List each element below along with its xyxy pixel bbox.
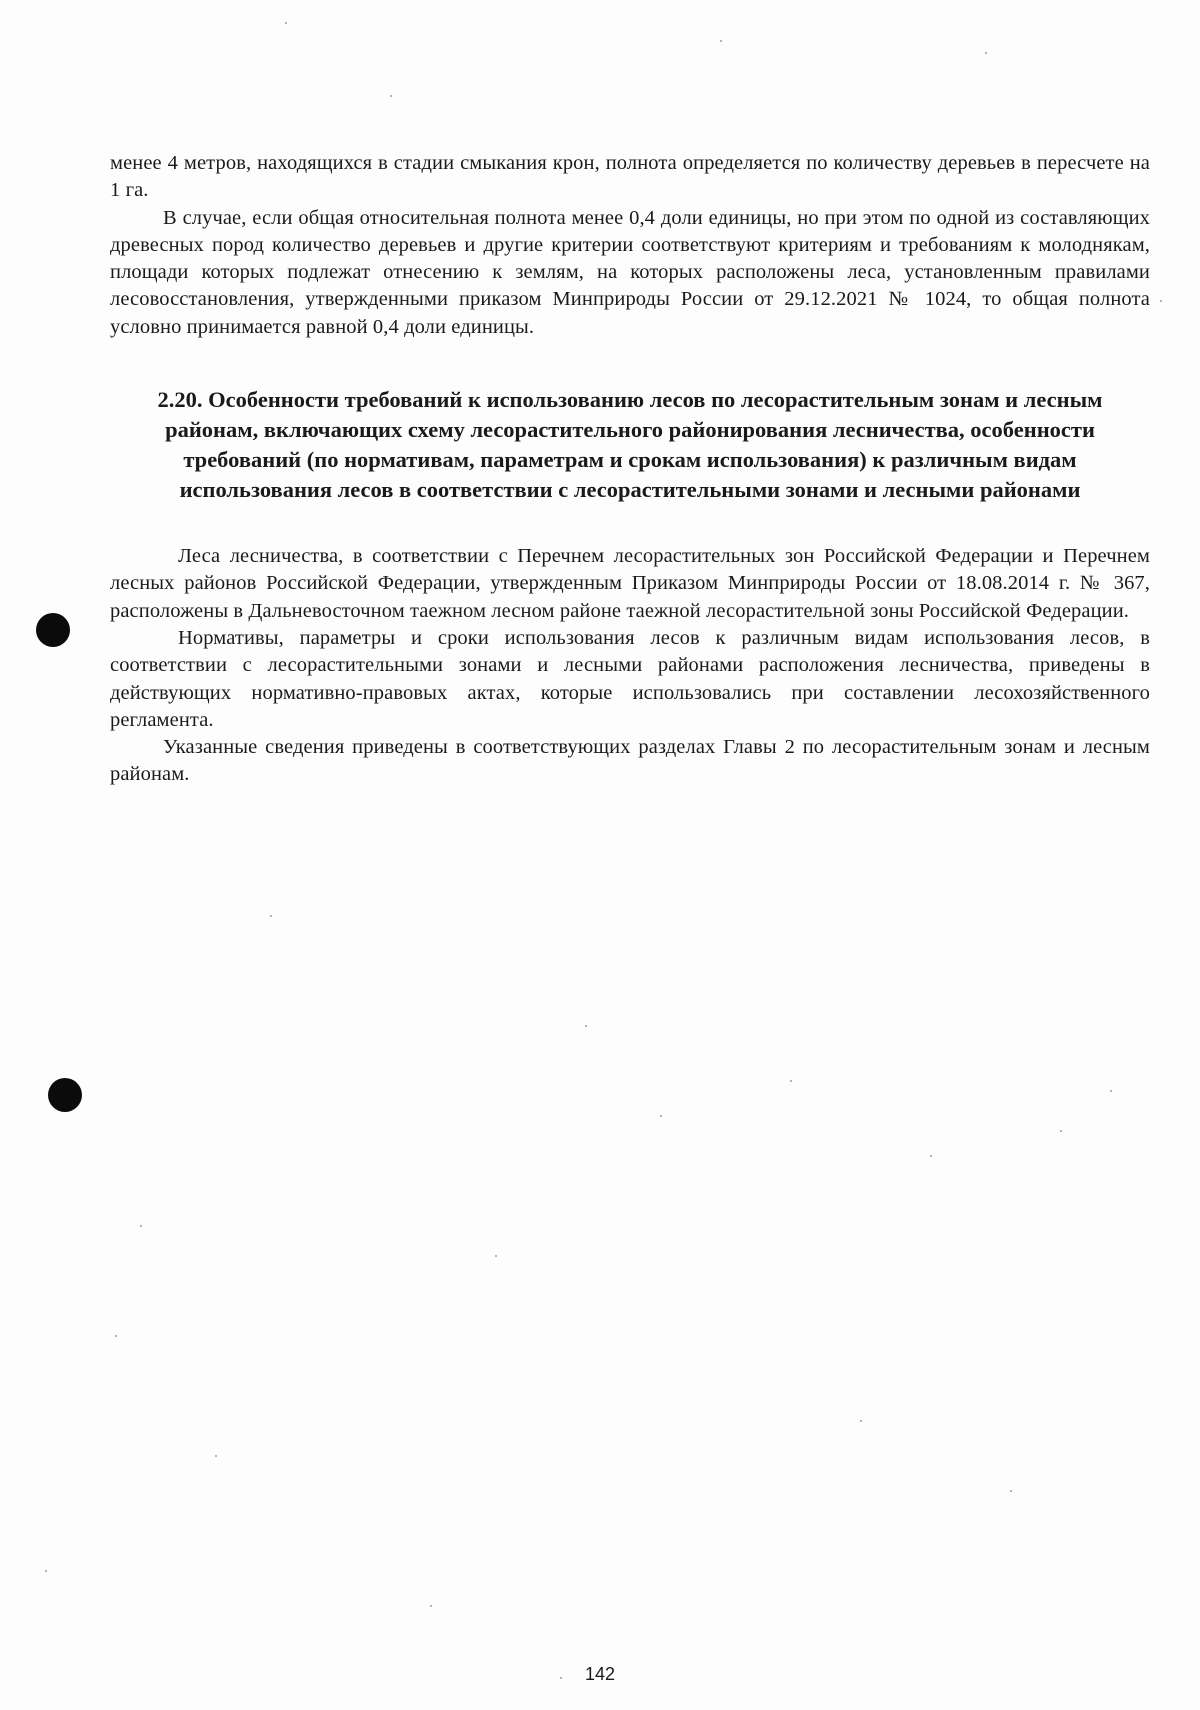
scan-speck [660, 1115, 662, 1117]
scan-speck [930, 1155, 932, 1157]
scan-speck [270, 915, 272, 917]
intro-paragraph: менее 4 метров, находящихся в стадии смыкания крон, полнота определяется по количеству деревьев в пересчете на 1 га. [110, 152, 1150, 202]
punch-hole-mark [48, 1078, 82, 1112]
section-paragraph: Леса лесничества, в соответствии с Перечнем лесорастительных зон Российской Федерации и Перечнем лесных районов Российской Федерации, утвержденным Приказом Минприроды России от 18.08.2014 г. № 367, расположены в Дальневосточном таежном лесном районе таежной лесорастительной зоны Российской Федерации. [110, 545, 1150, 622]
scan-speck [495, 1255, 497, 1257]
punch-hole-mark [36, 613, 70, 647]
scan-speck [860, 1420, 862, 1422]
scan-speck [1060, 1130, 1062, 1132]
section-heading: 2.20. Особенности требований к использованию лесов по лесорастительным зонам и лесным районам, включающих схему лесорастительного районирования лесничества, особенности требований (по нормативам, параметрам и срокам использования) к различным видам использования лесов в соответствии с лесорастительными зонами и лесными районами [157, 387, 1103, 503]
scan-speck [1160, 300, 1162, 302]
section-paragraph: Нормативы, параметры и сроки использования лесов к различным видам использования лесов, в соответствии с лесорастительными зонами и лесными районами расположения лесничества, приведены в действующих нормативно-правовых актах, которые использовались при составлении лесохозяйственного регламента. [110, 626, 1150, 731]
scan-speck [390, 95, 392, 97]
scan-speck [790, 1080, 792, 1082]
scan-speck [285, 22, 287, 24]
section-paragraph: Указанные сведения приведены в соответствующих разделах Главы 2 по лесорастительным зонам и лесным районам. [110, 736, 1150, 786]
scan-speck [140, 1225, 142, 1227]
scan-speck [1110, 1090, 1112, 1092]
page-number: 142 [584, 1664, 616, 1684]
scan-speck [430, 1605, 432, 1607]
scan-speck [45, 1570, 47, 1572]
page-body [110, 150, 1150, 789]
scan-speck [115, 1335, 117, 1337]
scan-speck [1010, 1490, 1012, 1492]
scan-speck [585, 1025, 587, 1027]
scan-speck [985, 52, 987, 54]
intro-paragraph: В случае, если общая относительная полнота менее 0,4 доли единицы, но при этом по одной из составляющих древесных пород количество деревьев и другие критерии соответствуют критериям и требованиям к молоднякам, площади которых подлежат отнесению к землям, на которых расположены леса, установленным правилами лесовосстановления, утвержденными приказом Минприроды России от 29.12.2021 № 1024, то общая полнота условно принимается равной 0,4 доли единицы. [110, 206, 1150, 338]
scan-speck [720, 40, 722, 42]
scan-speck [215, 1455, 217, 1457]
